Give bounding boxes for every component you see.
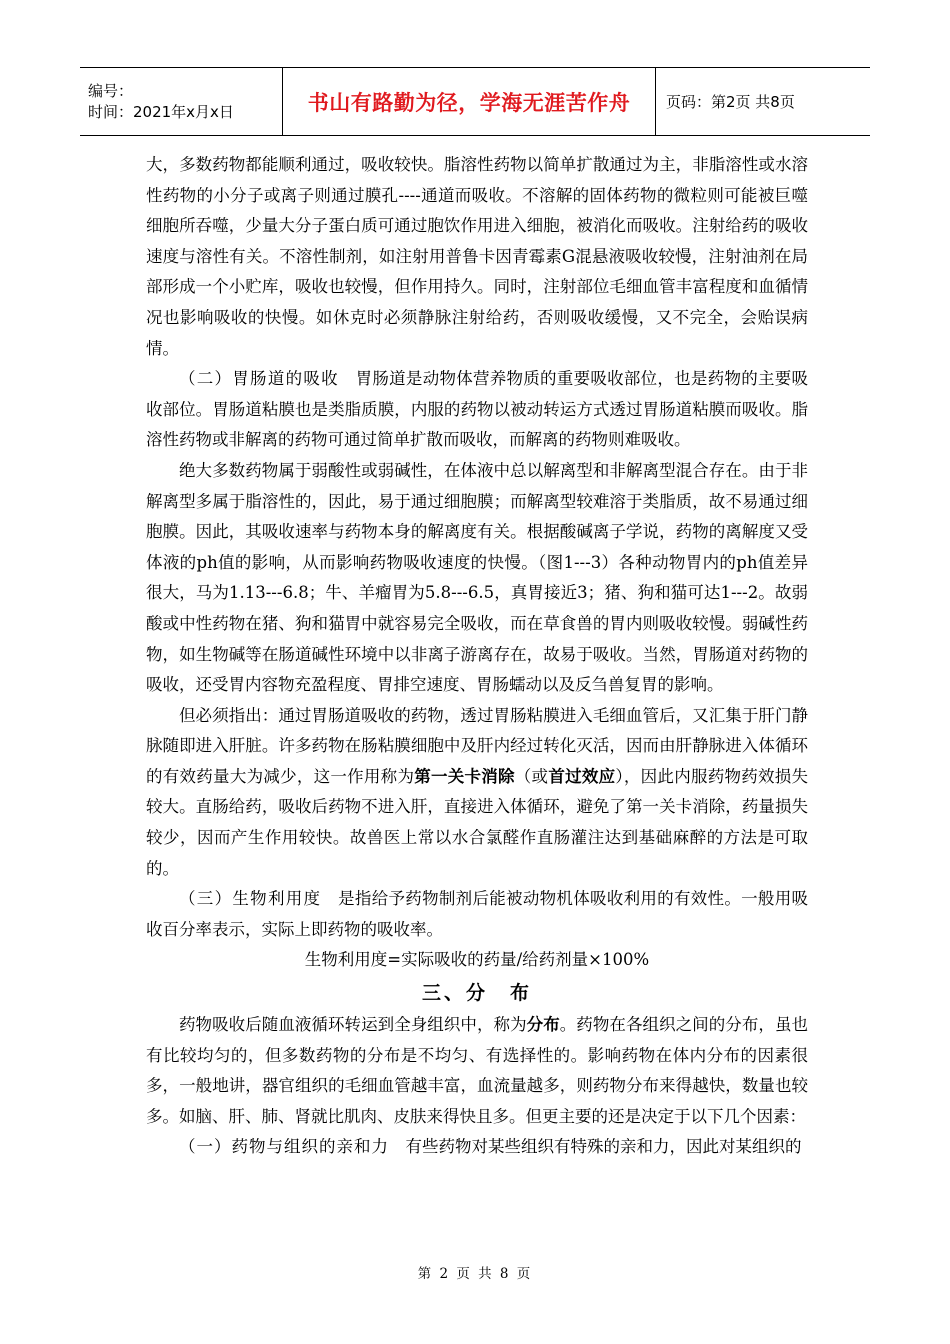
paragraph-text: 胃肠道是动物体营养物质的重要吸收部位，也是药物的主要吸收部位。胃肠道粘膜也是类脂质膜，内服的药物以被动转运方式透过胃肠道粘膜而吸收。脂溶性药物或非解离的药物可通过简单扩散而吸收，而解离的药物则难吸收。: [146, 369, 809, 450]
header-meta: [80, 68, 283, 135]
document-date: 时间：2021年x月x日: [88, 102, 234, 121]
paragraph-gi-absorption: [146, 364, 808, 456]
page-footer: 第 2 页 共 8 页: [417, 1266, 533, 1282]
bioavailability-formula: 生物利用度=实际吸收的药量/给药剂量×100%: [304, 950, 650, 970]
document-number-label: 编号：: [88, 81, 134, 100]
subsection-heading: （三）生物利用度: [179, 889, 322, 909]
term-distribution: 分布: [526, 1015, 560, 1035]
subsection-heading: （二）胃肠道的吸收: [179, 369, 339, 389]
section-title-distribution: 三、分 布: [421, 982, 532, 1005]
paragraph-text: 但必须指出：通过胃肠道吸收的药物，透过胃肠粘膜进入毛细血管后，又汇集于肝门静脉随即进入肝脏。许多药物在肠粘膜细胞中及肝内经过转化灭活，因而由肝静脉进入体循环的有效药量大为减少，这一作用称为: [146, 705, 808, 786]
paragraph-text: 药物吸收后随血液循环转运到全身组织中，称为: [179, 1015, 527, 1035]
paragraph-text: 是指给予药物制剂后能被动物机体吸收利用的有效性。一般用吸收百分率表示，实际上即药物的吸收率。: [146, 889, 809, 939]
paragraph-first-pass: [146, 701, 808, 885]
page-header: [80, 67, 870, 136]
paragraph-injection-absorption: 大，多数药物都能顺利通过，吸收较快。脂溶性药物以简单扩散通过为主，非脂溶性或水溶性药物的小分子或离子则通过膜孔----通道而吸收。不溶解的固体药物的微粒则可能被巨噬细胞所吞噬，少量大分子蛋白质可通过胞饮作用进入细胞，被消化而吸收。注射给药的吸收速度与溶性有关。不溶性制剂，如注射用普鲁卡因青霉素G混悬液吸收较慢，注射油剂在局部形成一个小贮库，吸收也较慢，但作用持久。同时，注射部位毛细血管丰富程度和血循情况也影响吸收的快慢。如休克时必须静脉注射给药，否则吸收缓慢，又不完全，会贻误病情。: [146, 155, 808, 358]
paragraph-text: 有些药物对某些组织有特殊的亲和力，因此对某组织的: [389, 1137, 802, 1157]
paragraph-affinity: [146, 1132, 808, 1163]
header-motto-cell: [283, 68, 656, 135]
paragraph-distribution: [146, 1010, 808, 1132]
paragraph-ionization: 绝大多数药物属于弱酸性或弱碱性，在体液中总以解离型和非解离型混合存在。由于非解离型多属于脂溶性的，因此，易于通过细胞膜；而解离型较难溶于类脂质，故不易通过细胞膜。因此，其吸收速率与药物本身的解离度有关。根据酸碱离子学说，药物的离解度又受体液的ph值的影响，从而影响药物吸收速度的快慢。（图1---3）各种动物胃内的ph值差异很大，马为1.13---6.8；牛、羊瘤胃为5.8---6.5，真胃接近3；猪、狗和猫可达1---2。故弱酸或中性药物在猪、狗和猫胃中就容易完全吸收，而在草食兽的胃内则吸收较慢。弱碱性药物，如生物碱等在肠道碱性环境中以非离子游离存在，故易于吸收。当然，胃肠道对药物的吸收，还受胃内容物充盈程度、胃排空速度、胃肠蠕动以及反刍兽复胃的影响。: [146, 460, 808, 695]
paragraph-bioavailability: [146, 884, 808, 945]
term-first-pass-elimination: 第一关卡消除: [414, 766, 515, 786]
paragraph-text: （或: [514, 766, 549, 786]
paragraph-text: ），因此内服药物药效损失较大。直肠给药，吸收后药物不进入肝，直接进入体循环，避免了第一关卡消除，药量损失较少，因而产生作用较快。故兽医上常以水合氯醛作直肠灌注达到基础麻醉的方法是可取的。: [146, 766, 809, 878]
term-first-pass-effect: 首过效应: [548, 766, 616, 786]
subsection-heading: （一）药物与组织的亲和力: [179, 1137, 389, 1157]
paragraph-text: 。药物在各组织之间的分布，虽也有比较均匀的，但多数药物的分布是不均匀、有选择性的。影响药物在体内分布的因素很多，一般地讲，器官组织的毛细血管越丰富，血流量越多，则药物分布来得越快，数量也较多。如脑、肝、肺、肾就比肌肉、皮肤来得快且多。但更主要的还是决定于以下几个因素：: [146, 1015, 809, 1126]
header-motto: 书山有路勤为径，学海无涯苦作舟: [307, 90, 631, 115]
header-page-info: 页码：第2页 共8页: [666, 93, 795, 111]
document-body: [146, 150, 808, 1163]
